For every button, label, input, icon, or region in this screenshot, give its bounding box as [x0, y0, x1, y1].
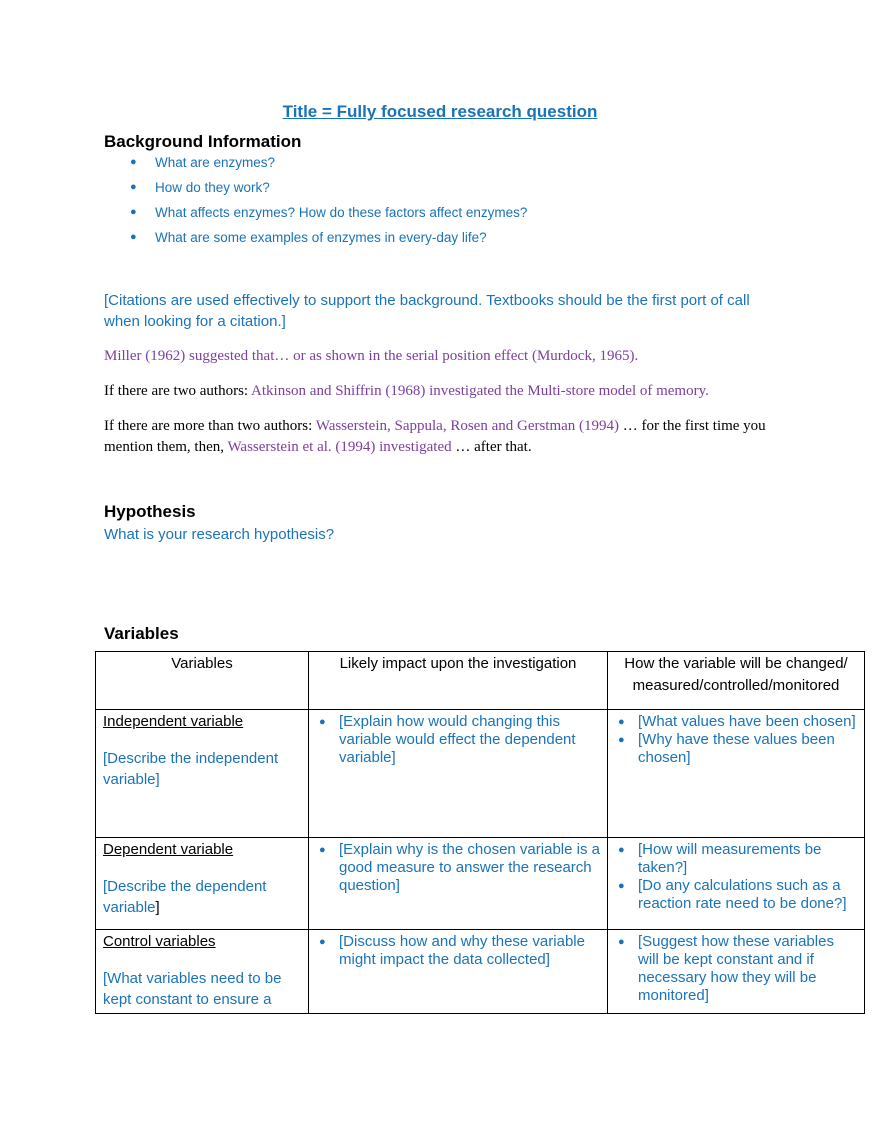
list-item: ● [Discuss how and why these variable might impact the data collected] [316, 933, 600, 969]
list-item: ● [What values have been chosen] [615, 713, 857, 731]
list-item: ● What are some examples of enzymes in every-day life? [130, 228, 527, 253]
column-header: How the variable will be changed/ measured/controlled/monitored [608, 652, 865, 710]
variable-description [103, 876, 301, 918]
column-header: Likely impact upon the investigation [309, 652, 608, 710]
citation-example-multi-authors [104, 416, 794, 458]
table-header-row [96, 652, 865, 710]
list-item: ● [Explain why is the chosen variable is a good measure to answer the research question] [316, 841, 600, 895]
example-label: If there are more than two authors: [104, 418, 316, 434]
variable-description-text: [Describe the dependent variable [103, 878, 267, 916]
impact-cell [309, 838, 608, 930]
list-item: ● [Why have these values been chosen] [615, 731, 857, 767]
example-label: If there are two authors: [104, 383, 252, 399]
citation-text: Wasserstein et al. (1994) investigated [227, 439, 452, 455]
variables-heading: Variables [104, 624, 179, 643]
table-row [96, 930, 865, 1014]
list-item: ● What affects enzymes? How do these factors affect enzymes? [130, 203, 527, 228]
hypothesis-prompt: What is your research hypothesis? [104, 526, 335, 543]
variable-title: Independent variable [103, 713, 244, 730]
method-cell [608, 710, 865, 838]
impact-cell [309, 930, 608, 1014]
variable-description-text: [What variables need to be kept constant to ensure a [103, 970, 282, 1008]
variable-description-text: [Describe the independent variable] [103, 750, 279, 788]
page-title: Title = Fully focused research question [282, 102, 598, 121]
list-item: ● What are enzymes? [130, 153, 527, 178]
variable-description [103, 968, 301, 1010]
impact-cell [309, 710, 608, 838]
citation-example-two-authors [104, 381, 794, 402]
list-item: ● How do they work? [130, 178, 527, 203]
variable-cell [96, 710, 309, 838]
background-question-list [130, 153, 527, 253]
example-tail: … after that. [451, 439, 532, 455]
column-header: Variables [96, 652, 309, 710]
citation-note: [Citations are used effectively to support the background. Textbooks should be the first port of call when looking for a citation.] [104, 292, 750, 330]
citation-text: Wasserstein, Sappula, Rosen and Gerstman (1994) [315, 418, 620, 434]
background-heading: Background Information [104, 132, 302, 151]
method-cell [608, 838, 865, 930]
variable-description [103, 748, 301, 790]
list-item: ● [Do any calculations such as a reaction rate need to be done?] [615, 877, 857, 913]
table-row [96, 838, 865, 930]
citation-example-single: Miller (1962) suggested that… or as shown in the serial position effect (Murdock, 1965). [104, 348, 639, 364]
table-row [96, 710, 865, 838]
method-cell [608, 930, 865, 1014]
citation-text: Atkinson and Shiffrin (1968) investigated the Multi-store model of memory. [251, 383, 709, 399]
variable-title: Control variables [103, 933, 216, 950]
list-item: ● [Explain how would changing this variable would effect the dependent variable] [316, 713, 600, 767]
variable-cell [96, 930, 309, 1014]
variables-table [95, 651, 865, 1014]
list-item: ● [Suggest how these variables will be kept constant and if necessary how they will be monitored] [615, 933, 857, 1005]
variable-cell [96, 838, 309, 930]
variable-title: Dependent variable [103, 841, 234, 858]
example-connector: … for the first time you mention them, then, [104, 418, 766, 455]
list-item: ● [How will measurements be taken?] [615, 841, 857, 877]
hypothesis-heading: Hypothesis [104, 502, 196, 521]
variable-description-tail: ] [155, 899, 160, 916]
